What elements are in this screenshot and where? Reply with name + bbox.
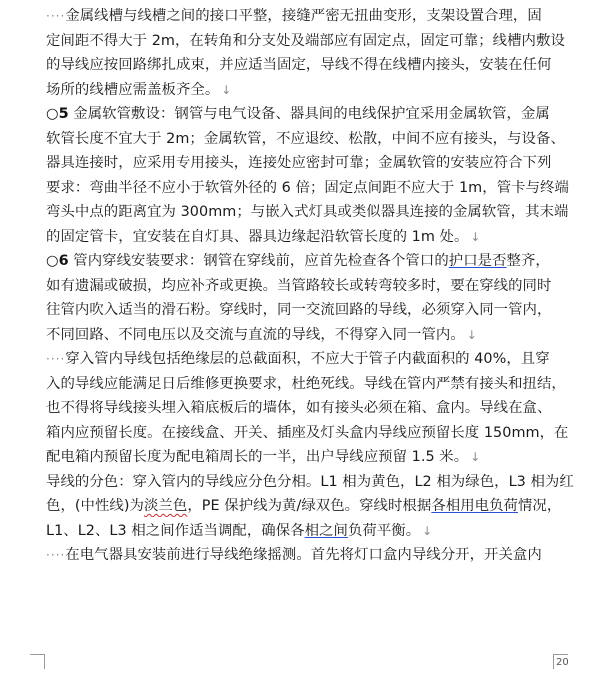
text-run: 要求：弯曲半径不应小于软管外径的 6 倍；固定点间距不应大于 1m，管卡与终端 (46, 179, 569, 196)
text-run: 管内穿线安装要求：钢管在穿线前，应首先检查各个管口的 (68, 253, 449, 269)
text-run: 配电箱内预留长度为配电箱周长的一半，出户导线应预留 1.5 米。 (46, 449, 469, 465)
text-line (46, 299, 574, 321)
text-line (46, 495, 574, 517)
paragraph-mark: ↓ (466, 327, 477, 342)
text-line (46, 471, 574, 493)
text-run: 相之间 (304, 522, 348, 539)
text-run: 箱内应预留长度。在接线盒、开关、插座及灯头盒内导线应预留长度 150mm，在 (46, 424, 569, 441)
text-run: 导线的分色：穿入管内的导线应分色分相。L1 相为黄色，L2 相为绿色，L3 相为红 (46, 473, 574, 490)
text-run: ，PE 保护线为黄/绿双色。穿线时根据 (187, 498, 432, 514)
page-corner-marker-left (30, 654, 45, 669)
text-line (46, 275, 574, 297)
text-run: 整齐， (506, 253, 550, 269)
text-line (46, 5, 574, 27)
text-run: 各相用电负荷 (431, 498, 518, 514)
indent-marker: ···· (46, 9, 66, 23)
text-run: L1、L2、L3 相之间作适当调配，确保各 (46, 522, 305, 539)
text-run: 定间距不得大于 2m，在转角和分支处及端部应有固定点，固定可靠；线槽内敷设 (46, 32, 565, 49)
text-line (46, 520, 574, 542)
text-line (46, 348, 574, 370)
text-run: 负荷平衡。 (347, 522, 421, 539)
indent-marker: ···· (46, 548, 66, 562)
text-run: 情况， (517, 498, 562, 514)
page-number: 20 (556, 657, 569, 668)
text-line (46, 544, 574, 566)
text-line (46, 373, 574, 395)
indent-marker: ···· (46, 352, 66, 366)
text-run: 色，(中性线)为 (46, 498, 144, 514)
text-line (46, 201, 574, 223)
text-run: 的固定管卡，宜安装在自灯具、器具边缘起沿软管长度的 1m 处。 (46, 228, 469, 245)
text-run: 金属软管敷设：钢管与电气设备、器具间的电线保护宜采用金属软管，金属 (68, 106, 550, 122)
text-run: 入的导线应能满足日后维修更换要求，杜绝死线。导线在管内严禁有接头和扭结， (46, 375, 566, 392)
text-line (46, 152, 574, 174)
text-line (46, 324, 574, 346)
text-line (46, 446, 574, 468)
text-line (46, 103, 574, 125)
list-number: ○5 (46, 106, 69, 122)
text-line (46, 79, 574, 101)
text-line (46, 54, 574, 76)
list-number: ○6 (46, 253, 69, 269)
text-run: 器具连接时，应采用专用接头，连接处应密封可靠；金属软管的安装应符合下列 (46, 155, 552, 171)
text-line (46, 250, 574, 272)
text-run: 如有遗漏或破损，均应补齐或更换。当管路较长或转弯较多时，要在穿线的同时 (46, 277, 552, 294)
text-run: 护口是否 (448, 253, 507, 269)
text-line (46, 422, 574, 444)
text-run: 也不得将导线接头埋入箱底板后的墙体，如有接头必须在箱、盒内。导线在盒、 (46, 400, 552, 416)
text-run: 不同回路、不同电压以及交流与直流的导线，不得穿入同一管内。 (46, 326, 465, 343)
text-line (46, 226, 574, 248)
text-line (46, 128, 574, 150)
text-run: 软管长度不宜大于 2m；金属软管，不应退绞、松散，中间不应有接头，与设备、 (46, 130, 565, 147)
text-run: 在电气器具安装前进行导线绝缘摇测。首先将灯口盒内导线分开，开关盒内 (65, 547, 542, 563)
paragraph-mark: ↓ (470, 229, 481, 244)
text-run: 往管内吹入适当的滑石粉。穿线时，同一交流回路的导线，必须穿入同一管内， (46, 302, 552, 318)
text-run: 弯头中点的距离宜为 300mm；与嵌入式灯具或类似器具连接的金属软管，其末端 (46, 204, 569, 220)
text-line (46, 30, 574, 52)
paragraph-mark: ↓ (422, 523, 433, 538)
text-run: 淡兰色 (143, 498, 188, 514)
paragraph-mark: ↓ (470, 450, 481, 464)
text-run: 场所的线槽应需盖板齐全。 (46, 81, 220, 98)
text-run: 金属线槽与线槽之间的接口平整，接缝严密无扭曲变形，支架设置合理，固 (65, 8, 542, 24)
text-line (46, 177, 574, 199)
text-run: 的导线应按回路绑扎成束，并应适当固定，导线不得在线槽内接头，安装在任何 (46, 57, 552, 73)
paragraph-mark: ↓ (221, 82, 232, 97)
text-line (46, 397, 574, 419)
text-run: 穿入管内导线包括绝缘层的总截面积，不应大于管子内截面积的 40%，且穿 (65, 351, 550, 367)
